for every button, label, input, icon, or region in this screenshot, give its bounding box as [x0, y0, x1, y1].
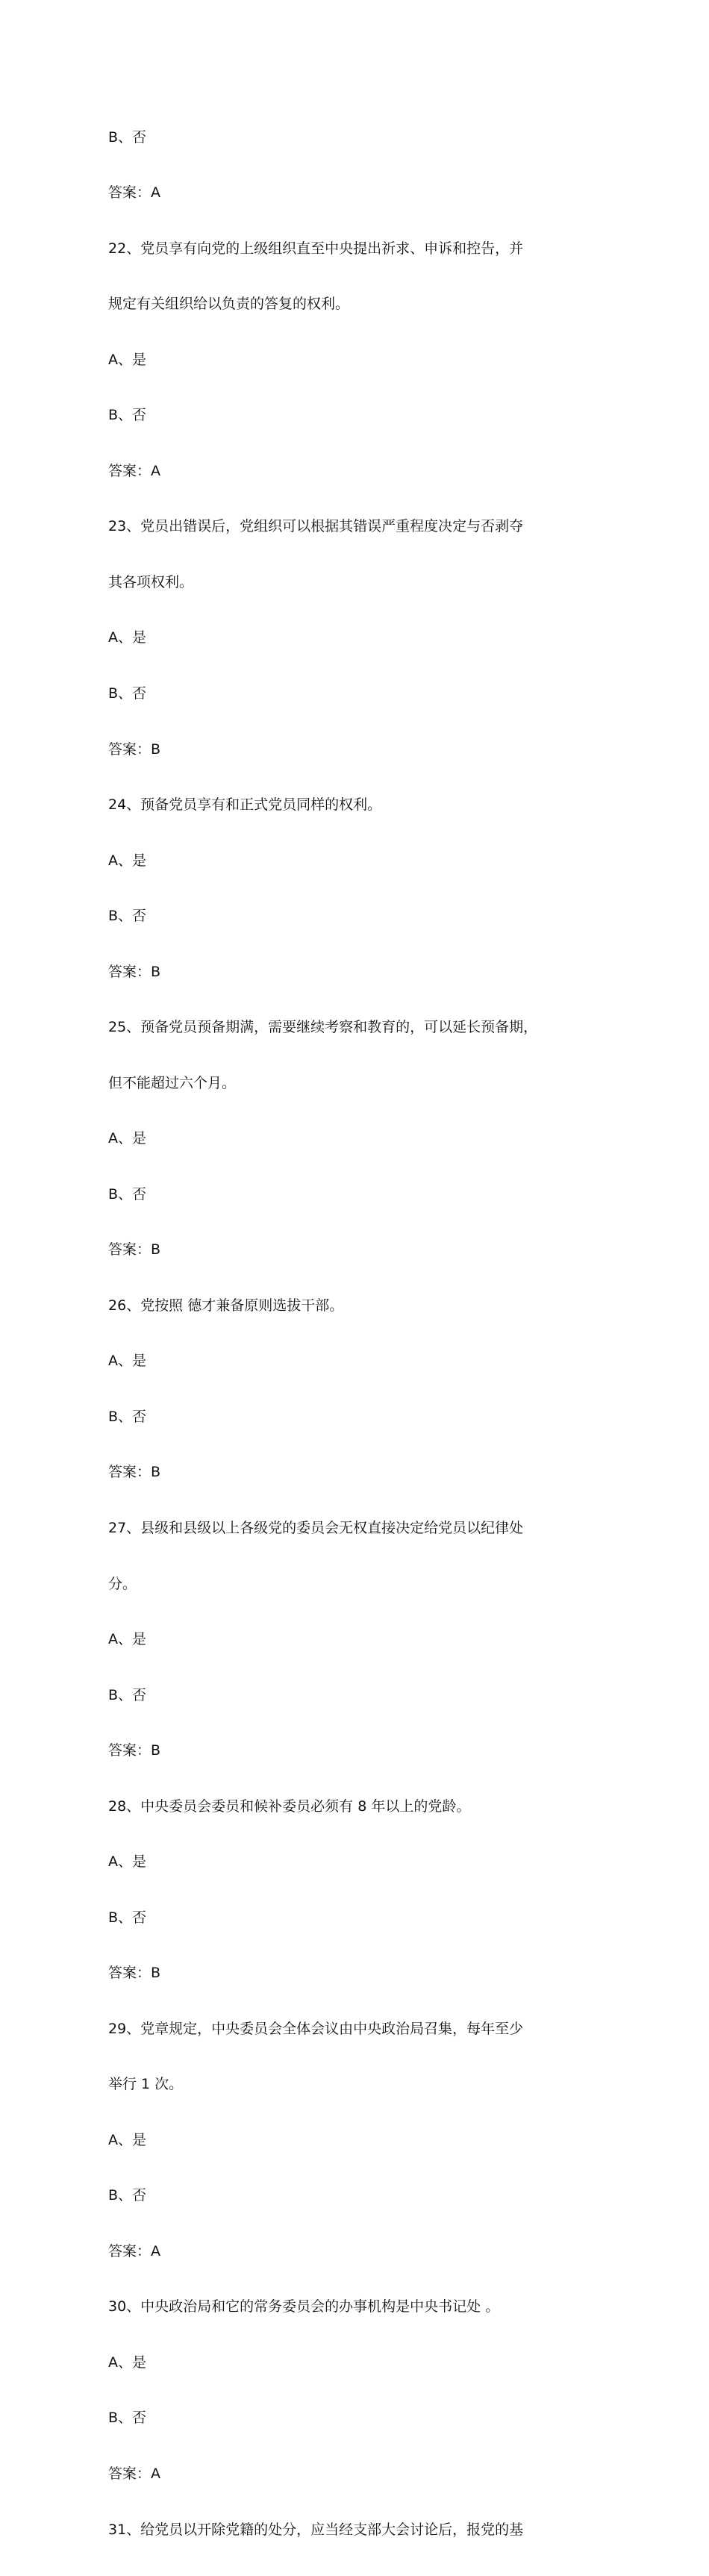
text-line: B、否 — [108, 908, 147, 925]
text-line: B、否 — [108, 407, 147, 424]
text-line: 答案：A — [108, 2466, 160, 2482]
text-line: B、否 — [108, 1408, 147, 1425]
text-line: A、是 — [108, 351, 146, 368]
text-line: B、否 — [108, 128, 147, 146]
text-line: A、是 — [108, 629, 146, 646]
text-line: 25、预备党员预备期满，需要继续考察和教育的，可以延长预备期， — [108, 1019, 538, 1036]
text-line: B、否 — [108, 1909, 147, 1926]
text-line: 答案：B — [108, 1241, 161, 1259]
text-line: 24、预备党员享有和正式党员同样的权利。 — [108, 796, 382, 814]
question-text-body — [108, 91, 616, 2576]
text-line: 但不能超过六个月。 — [108, 1074, 237, 1091]
text-line: A、是 — [108, 1353, 146, 1370]
text-line: 31、给党员以开除党籍的处分，应当经支部大会讨论后，报党的基 — [108, 2521, 524, 2538]
text-line: B、否 — [108, 685, 147, 702]
text-line: 26、党按照 德才兼备原则选拔干部。 — [108, 1297, 344, 1314]
text-line: 答案：B — [108, 963, 161, 980]
text-line: 举行 1 次。 — [108, 2076, 184, 2093]
text-line: B、否 — [108, 2187, 147, 2204]
text-line: 答案：A — [108, 184, 160, 202]
text-line: 23、党员出错误后，党组织可以根据其错误严重程度决定与否剥夺 — [108, 518, 524, 535]
text-line: 答案：B — [108, 740, 161, 758]
text-line: A、是 — [108, 1130, 146, 1147]
text-line: A、是 — [108, 1631, 146, 1648]
text-line: B、否 — [108, 1185, 147, 1203]
text-line: 答案：A — [108, 2242, 160, 2260]
text-line: A、是 — [108, 2131, 146, 2148]
text-line: 答案：A — [108, 462, 160, 479]
text-line: 答案：B — [108, 1965, 161, 1982]
text-line: 其各项权利。 — [108, 573, 194, 590]
text-line: B、否 — [108, 2410, 147, 2427]
text-line: B、否 — [108, 1686, 147, 1703]
text-line: 29、党章规定，中央委员会全体会议由中央政治局召集，每年至少 — [108, 2020, 524, 2037]
text-line: 22、党员享有向党的上级组织直至中央提出祈求、申诉和控告，并 — [108, 240, 524, 257]
text-line: 答案：B — [108, 1464, 161, 1481]
text-line: 28、中央委员会委员和候补委员必须有 8 年以上的党龄。 — [108, 1797, 471, 1815]
text-line: 分。 — [108, 1575, 137, 1592]
text-line: 答案：B — [108, 1742, 161, 1759]
text-line: A、是 — [108, 2354, 146, 2371]
text-line: 27、县级和县级以上各级党的委员会无权直接决定给党员以纪律处 — [108, 1519, 524, 1536]
text-line: 规定有关组织给以负责的答复的权利。 — [108, 296, 350, 313]
text-line: A、是 — [108, 1853, 146, 1871]
text-line: 30、中央政治局和它的常务委员会的办事机构是中央书记处 。 — [108, 2298, 500, 2315]
text-line: A、是 — [108, 852, 146, 869]
